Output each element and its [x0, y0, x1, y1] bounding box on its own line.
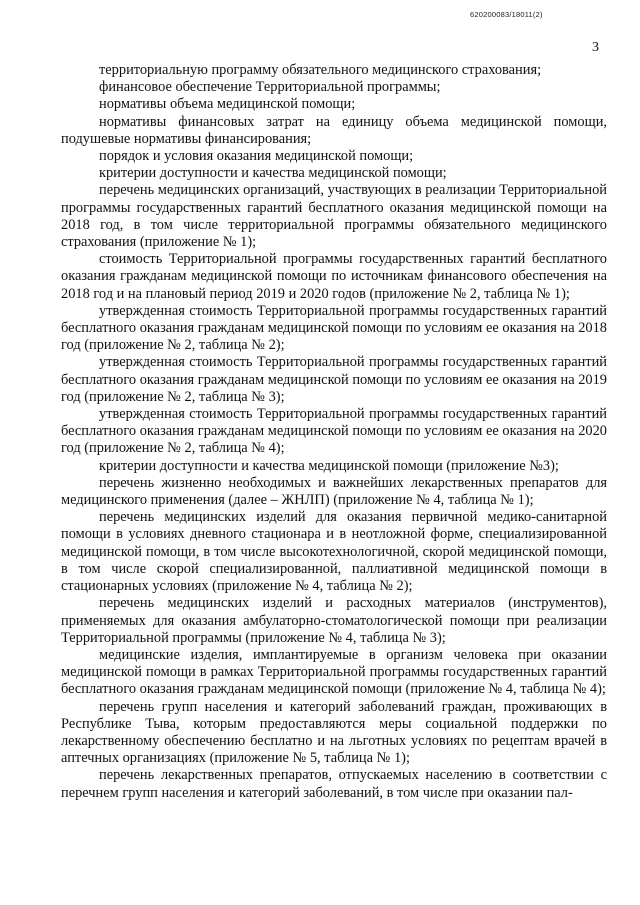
paragraph: перечень медицинских изделий для оказания первичной медико-санитарной помощи в условиях дневного стационара и в неотложной форме, специализированной медицинской помощи, в том числе высокотехнологичной, скорой медицинской помощи, в том числе скорой специализированной, паллиативной медицинской помощи в стационарных условиях (приложение № 4, таблица № 2); — [61, 509, 607, 595]
paragraph: территориальную программу обязательного медицинского страхования; — [99, 62, 542, 78]
paragraph: перечень медицинских организаций, участвующих в реализации Территориальной программы государственных гарантий бесплатного оказания медицинской помощи на 2018 год, в том числе территориальной программы обязательного медицинского страхования (приложение № 1); — [61, 182, 607, 251]
paragraph: стоимость Территориальной программы государственных гарантий бесплатного оказания гражданам медицинской помощи по источникам финансового обеспечения на 2018 год и на плановый период 2019 и 2020 годов (приложение № 2, таблица № 1); — [61, 251, 607, 302]
paragraph: критерии доступности и качества медицинской помощи; — [99, 165, 447, 182]
document-body — [61, 62, 607, 802]
paragraph: нормативы объема медицинской помощи; — [99, 96, 356, 113]
paragraph: перечень жизненно необходимых и важнейших лекарственных препаратов для медицинского применения (далее – ЖНЛП) (приложение № 4, таблица № 1); — [61, 474, 607, 509]
paragraph: порядок и условия оказания медицинской помощи; — [99, 148, 414, 165]
page-number: 3 — [592, 40, 599, 55]
document-code: 620200083/18011(2) — [470, 10, 543, 19]
paragraph: финансовое обеспечение Территориальной программы; — [99, 79, 441, 96]
paragraph: утвержденная стоимость Территориальной программы государственных гарантий бесплатного оказания гражданам медицинской помощи по условиям ее оказания на 2020 год (приложение № 2, таблица № 4); — [61, 406, 607, 457]
paragraph: нормативы финансовых затрат на единицу объема медицинской помощи, подушевые нормативы финансирования; — [61, 113, 607, 147]
paragraph: утвержденная стоимость Территориальной программы государственных гарантий бесплатного оказания гражданам медицинской помощи по условиям ее оказания на 2019 год (приложение № 2, таблица № 3); — [61, 354, 607, 405]
paragraph: утвержденная стоимость Территориальной программы государственных гарантий бесплатного оказания гражданам медицинской помощи по условиям ее оказания на 2018 год (приложение № 2, таблица № 2); — [61, 302, 607, 354]
paragraph: медицинские изделия, имплантируемые в организм человека при оказании медицинской помощи в рамках Территориальной программы государственных гарантий бесплатного оказания гражданам медицинской помощи (приложение № 4, таблица № 4); — [61, 646, 607, 698]
paragraph: критерии доступности и качества медицинской помощи (приложение №3); — [99, 457, 559, 474]
paragraph: перечень медицинских изделий и расходных материалов (инструментов), применяемых для оказания амбулаторно-стоматологической помощи при реализации Территориальной программы (приложение № 4, таблица № 3); — [61, 595, 607, 646]
paragraph: перечень лекарственных препаратов, отпускаемых населению в соответствии с перечнем групп населения и категорий заболеваний, в том числе при оказании пал- — [61, 767, 607, 801]
paragraph: перечень групп населения и категорий заболеваний граждан, проживающих в Республике Тыва, которым предоставляются меры социальной поддержки по лекарственному обеспечению бесплатно и на льготных условиях по рецептам врачей в аптечных организациях (приложение № 5, таблица № 1); — [61, 698, 607, 767]
